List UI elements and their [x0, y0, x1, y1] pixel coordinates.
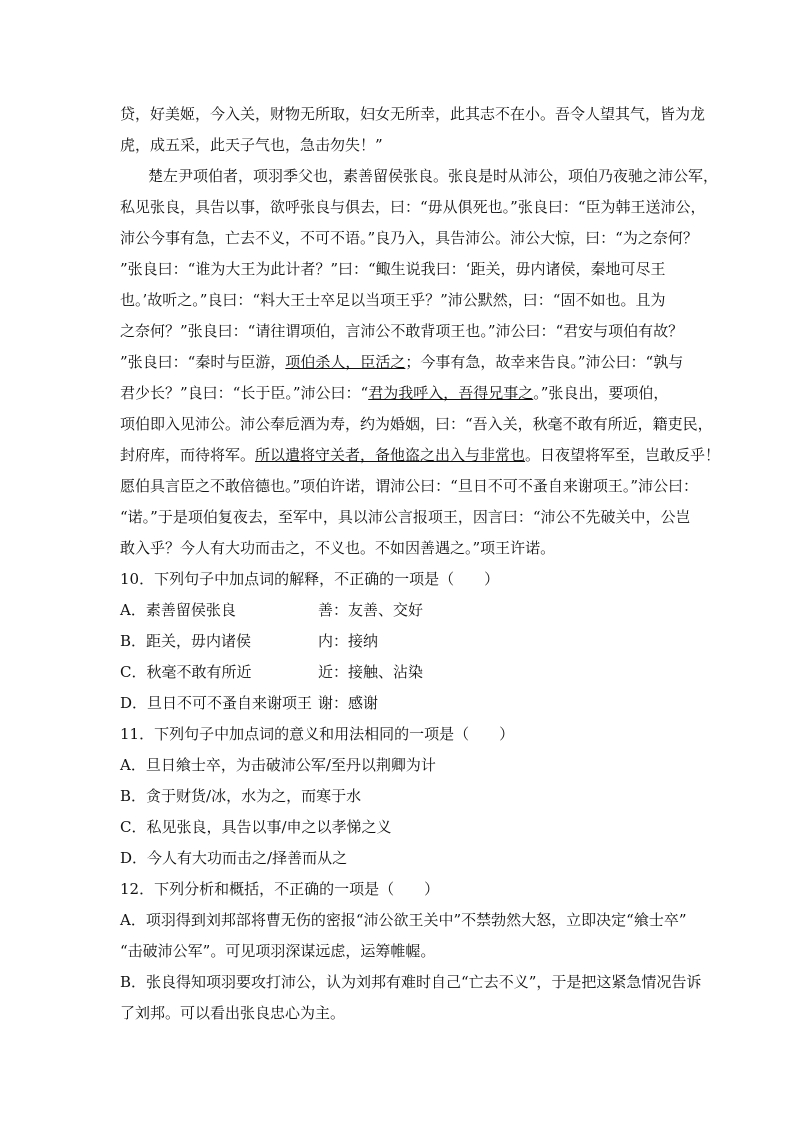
question-11-option-a: A．旦日飨士卒，为击破沛公军/至丹以荆卿为计: [120, 756, 436, 774]
option-explanation: 内：接纳: [318, 632, 379, 650]
passage-text: 君少长？”良曰：“长于臣。”沛公曰：“: [120, 384, 369, 402]
passage-text: 。日夜望将军至，岂敢反乎！: [525, 446, 721, 464]
underlined-sentence: 君为我呼入，吾得兄事之: [368, 384, 534, 402]
passage-line: 敢入乎？今人有大功而击之，不义也。不如因善遇之。”项王许诺。: [120, 539, 556, 557]
option-text: A．素善留侯张良: [120, 601, 236, 619]
passage-line: 也。’故听之。”良曰：“料大王士卒足以当项王乎？”沛公默然，曰：“固不如也。且为: [120, 291, 666, 309]
question-11-option-b: B．贪于财货/冰，水为之，而寒于水: [120, 787, 362, 805]
passage-text: ”张良曰：“秦时与臣游，: [120, 353, 286, 371]
question-12-option-b-cont: 了刘邦。可以看出张良忠心为主。: [120, 1004, 346, 1022]
passage-line: ”张良曰：“谁为大王为此计者？”曰：“鲰生说我曰：‘距关，毋内诸侯，秦地可尽王: [120, 260, 666, 278]
question-12-option-a: A．项羽得到刘邦部将曹无伤的密报“沛公欲王关中”不禁勃然大怒，立即决定“飨士卒”: [120, 911, 687, 929]
passage-paragraph-start: 楚左尹项伯者，项羽季父也，素善留侯张良。张良是时从沛公，项伯乃夜驰之沛公军，: [148, 167, 719, 185]
question-12-stem: 12．下列分析和概括，不正确的一项是（ ）: [120, 880, 440, 898]
passage-text: 封府库，而待将军。: [120, 446, 256, 464]
passage-line: [120, 383, 690, 403]
option-text: C．秋毫不敢有所近: [120, 663, 252, 681]
question-11-stem: 11．下列句子中加点词的意义和用法相同的一项是（ ）: [120, 725, 515, 743]
underlined-sentence: 所以遣将守关者，备他盗之出入与非常也: [255, 446, 526, 464]
passage-line: “诺。”于是项伯复夜去，至军中，具以沛公言报项王，因言曰：“沛公不先破关中，公岂: [120, 508, 691, 526]
passage-line: 贷，好美姬，今入关，财物无所取，妇女无所幸，此其志不在小。吾令人望其气，皆为龙: [120, 105, 706, 123]
passage-line: 虎，成五采，此天子气也，急击勿失！”: [120, 136, 383, 154]
passage-line: [120, 445, 721, 465]
option-explanation: 善：友善、交好: [318, 601, 424, 619]
passage-line: 私见张良，具告以事，欲呼张良与俱去，曰：“毋从俱死也。”张良曰：“臣为韩王送沛公，: [120, 198, 706, 216]
option-explanation: 谢：感谢: [318, 694, 379, 712]
passage-line: 项伯即入见沛公。沛公奉卮酒为寿，约为婚姻，曰：“吾入关，秋毫不敢有所近，籍吏民，: [120, 415, 713, 433]
question-10-option-b: [120, 631, 690, 651]
passage-text: 。”张良出，要项伯，: [533, 384, 669, 402]
question-10-stem: 10．下列句子中加点词的解释，不正确的一项是（ ）: [120, 570, 500, 588]
question-10-option-c: [120, 662, 690, 682]
option-explanation: 近：接触、沾染: [318, 663, 424, 681]
passage-line: 之奈何？”张良曰：“请往谓项伯，言沛公不敢背项王也。”沛公曰：“君安与项伯有故？: [120, 322, 684, 340]
passage-line: 沛公今事有急，亡去不义，不可不语。”良乃入，具告沛公。沛公大惊，曰：“为之奈何？: [120, 229, 698, 247]
passage-line: [120, 352, 690, 372]
question-11-option-c: C．私见张良，具告以事/申之以孝悌之义: [120, 818, 392, 836]
passage-line: 愿伯具言臣之不敢倍德也。”项伯许诺，谓沛公曰：“旦日不可不蚤自来谢项王。”沛公曰：: [120, 477, 699, 495]
passage-text: ；今事有急，故幸来告良。”沛公曰：“孰与: [405, 353, 684, 371]
question-10-option-d: [120, 693, 690, 713]
option-text: D．旦日不可不蚤自来谢项王: [120, 694, 313, 712]
question-12-option-a-cont: “击破沛公军”。可见项羽深谋远虑，运筹帷幄。: [120, 942, 436, 960]
question-11-option-d: D．今人有大功而击之/择善而从之: [120, 849, 348, 867]
question-12-option-b: B．张良得知项羽要攻打沛公，认为刘邦有难时自己“亡去不义”，于是把这紧急情况告诉: [120, 973, 702, 991]
question-10-option-a: [120, 600, 690, 620]
underlined-sentence: 项伯杀人，臣活之: [285, 353, 406, 371]
option-text: B．距关，毋内诸侯: [120, 632, 252, 650]
